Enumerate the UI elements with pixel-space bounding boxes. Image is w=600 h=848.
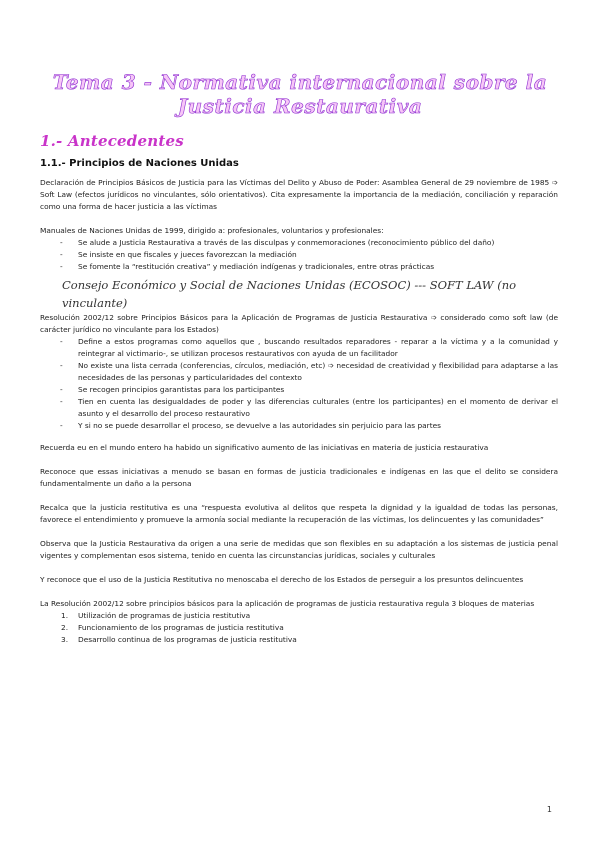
section-heading: 1.- Antecedentes	[40, 132, 184, 150]
list-item	[40, 610, 558, 622]
list-item: - Define a estos programas como aquellos que , buscando resultados reparadores - reparar a la víctima y a la comunidad y reintegrar al victimario-, se utilizan procesos restaurativos con ayuda de un facilitador	[40, 336, 558, 360]
bullet-list	[40, 237, 558, 273]
document-body	[40, 177, 558, 646]
list-item	[40, 622, 558, 634]
paragraph: Declaración de Principios Básicos de Justicia para las Víctimas del Delito y Abuso de Poder: Asamblea General de 29 noviembre de 1985 ➩ Soft Law (efectos jurídicos no vinculantes, sólo orientativos). Cita expresamente la importancia de la mediación, conciliación y reparación como una forma de hacer justicia a las víctimas	[40, 178, 558, 211]
list-item: - Se recogen principios garantistas para los participantes	[40, 384, 558, 396]
paragraph: Reconoce que essas iniciativas a menudo se basan en formas de justicia tradicionales e indígenas en las que el delito se considera fundamentalmente un daño a la persona	[40, 467, 558, 488]
list-item-text: Utilización de programas de justicia restitutiva	[78, 611, 251, 620]
list-number: 3.	[61, 635, 69, 644]
paragraph: Observa que la Justicia Restaurativa da origen a una serie de medidas que son flexibles en su adaptación a los sistemas de justicia penal vigentes y complementan esos sistema, tenido en cuenta las circunstancias jurídicas, sociales y culturales	[40, 539, 558, 560]
paragraph: Resolución 2002/12 sobre Principios Básicos para la Aplicación de Programas de Justicia Restaurativa ➩ considerado como soft law (de carácter jurídico no vinculante para los Estados)	[40, 313, 558, 334]
paragraph: La Resolución 2002/12 sobre principios básicos para la aplicación de programas de justicia restaurativa regula 3 bloques de materias	[40, 599, 535, 608]
list-number: 1.	[61, 611, 69, 620]
list-item-text: Funcionamiento de los programas de justicia restitutiva	[78, 623, 284, 632]
paragraph: Recalca que la justicia restitutiva es una “respuesta evolutiva al delitos que respeta la dignidad y la igualdad de todas las personas, favorece el entendimiento y promueve la armonía social mediante la recuperación de las víctimas, los delincuentes y las comunidades”	[40, 503, 558, 524]
list-item: - Se alude a Justicia Restaurativa a través de las disculpas y conmemoraciones (reconocimiento público del daño)	[40, 237, 558, 249]
list-item: - No existe una lista cerrada (conferencias, círculos, mediación, etc) ➩ necesidad de creatividad y flexibilidad para adaptarse a las necesidades de las personas y particularidades del contexto	[40, 360, 558, 384]
list-item: - Y si no se puede desarrollar el proceso, se devuelve a las autoridades sin perjuicio para las partes	[40, 420, 558, 432]
list-item: - Tien en cuenta las desigualdades de poder y las diferencias culturales (entre los participantes) en el momento de derivar el asunto y el desarrollo del proceso restaurativo	[40, 396, 558, 420]
paragraph: Manuales de Naciones Unidas de 1999, dirigido a: profesionales, voluntarios y profesionales:	[40, 226, 384, 235]
list-item: - Se insiste en que fiscales y jueces favorezcan la mediación	[40, 249, 558, 261]
list-item: - Se fomente la “restitución creativa” y mediación indígenas y tradicionales, entre otras prácticas	[40, 261, 558, 273]
list-item-text: Desarrollo continua de los programas de justicia restitutiva	[78, 635, 297, 644]
list-number: 2.	[61, 623, 69, 632]
paragraph: Recuerda eu en el mundo entero ha habido un significativo aumento de las iniciativas en materia de justicia restaurativa	[40, 443, 489, 452]
subsection-heading: 1.1.- Principios de Naciones Unidas	[40, 158, 239, 169]
list-item	[40, 634, 558, 646]
paragraph: Y reconoce que el uso de la Justicia Restitutiva no menoscaba el derecho de los Estados de perseguir a los presuntos delincuentes	[40, 575, 524, 584]
script-heading: Consejo Económico y Social de Naciones Unidas (ECOSOC) --- SOFT LAW (no vinculante)	[62, 278, 517, 310]
document-title: Tema 3 - Normativa internacional sobre la Justicia Restaurativa	[52, 70, 548, 118]
page-number: 1	[546, 805, 552, 814]
numbered-list	[40, 610, 558, 646]
bullet-list	[40, 336, 558, 432]
